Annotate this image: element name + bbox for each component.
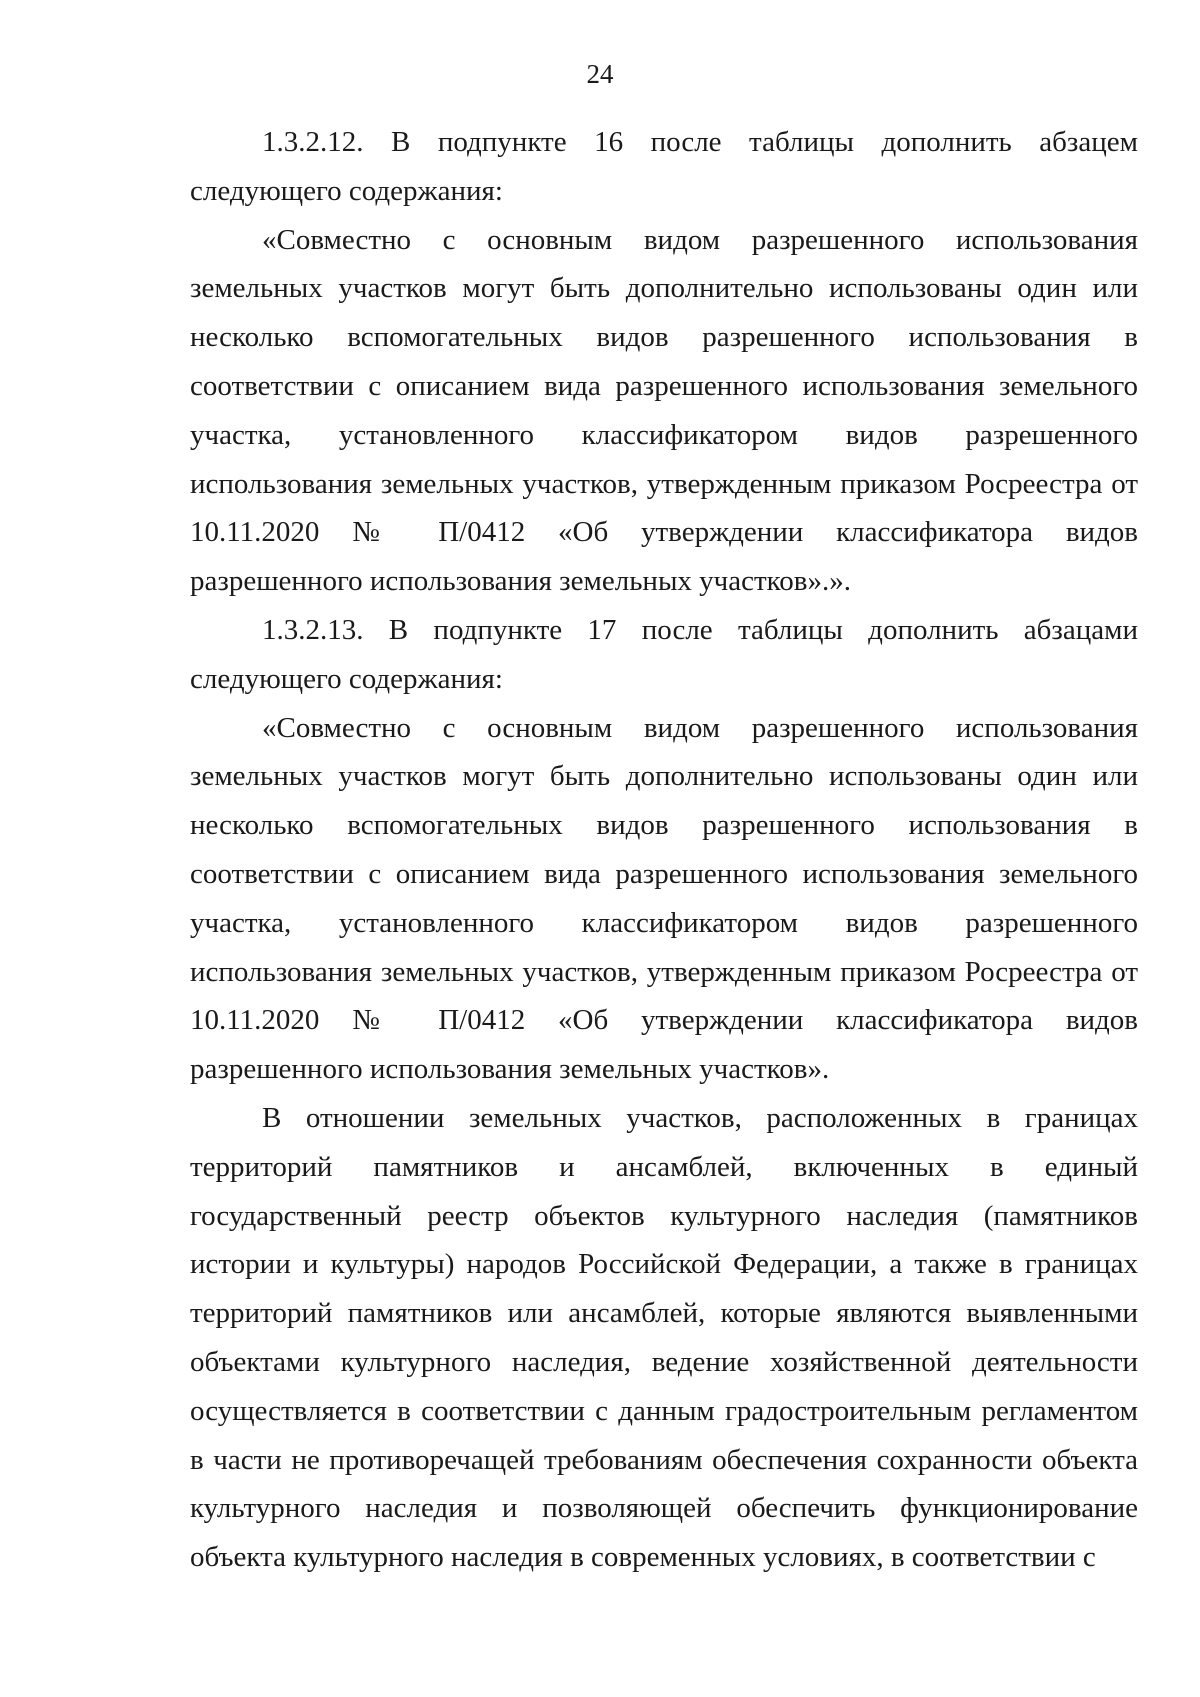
document-body (190, 118, 1138, 1582)
page-number: 24 (586, 59, 614, 89)
paragraph-clause-1-3-2-12: 1.3.2.12. В подпункте 16 после таблицы дополнить абзацем следующего содержания: (190, 126, 1138, 207)
paragraph-cultural-heritage: В отношении земельных участков, расположенных в границах территорий памятников и ансамблей, включенных в единый государственный реестр объектов культурного наследия (памятников истории и культуры) народов Российской Федерации, а также в границах территорий памятников или ансамблей, которые являются выявленными объектами культурного наследия, ведение хозяйственной деятельности осуществляется в соответствии с данным градостроительным регламентом в части не противоречащей требованиям обеспечения сохранности объекта культурного наследия и позволяющей обеспечить функционирование объекта культурного наследия в современных условиях, в соответствии с (190, 1101, 1138, 1574)
paragraph-quoted-text-2: «Совместно с основным видом разрешенного использования земельных участков могут быть дополнительно использованы один или несколько вспомогательных видов разрешенного использования в соответствии с описанием вида разрешенного использования земельного участка, установленного классификатором видов разрешенного использования земельных участков, утвержденным приказом Росреестра от 10.11.2020 № П/0412 «Об утверждении классификатора видов разрешенного использования земельных участков». (190, 711, 1138, 1086)
paragraph-quoted-text-1: «Совместно с основным видом разрешенного использования земельных участков могут быть дополнительно использованы один или несколько вспомогательных видов разрешенного использования в соответствии с описанием вида разрешенного использования земельного участка, установленного классификатором видов разрешенного использования земельных участков, утвержденным приказом Росреестра от 10.11.2020 № П/0412 «Об утверждении классификатора видов разрешенного использования земельных участков».». (190, 223, 1138, 598)
paragraph-clause-1-3-2-13: 1.3.2.13. В подпункте 17 после таблицы дополнить абзацами следующего содержания: (190, 613, 1138, 695)
